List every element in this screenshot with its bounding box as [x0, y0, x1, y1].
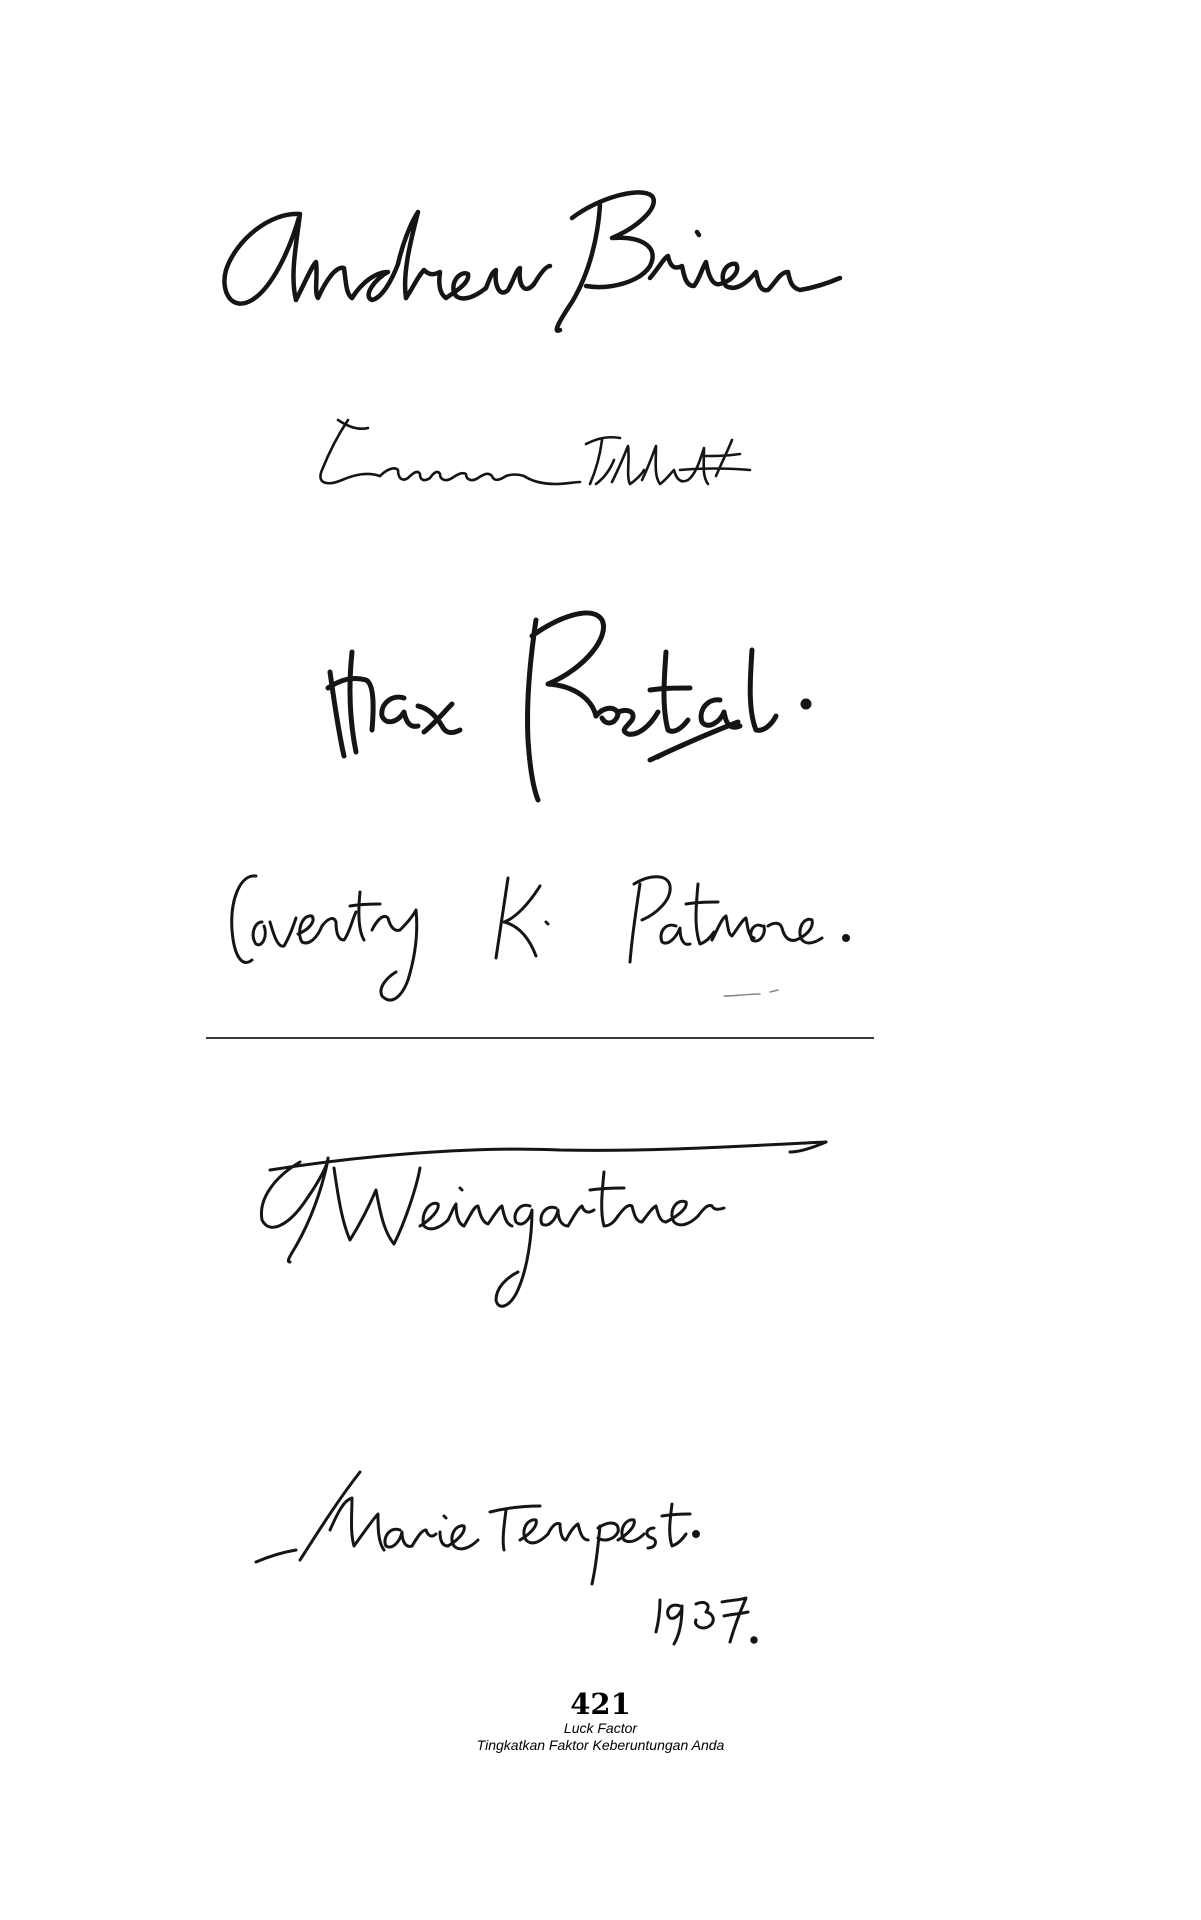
book-subtitle: Tingkatkan Faktor Keberuntungan Anda — [476, 1737, 725, 1753]
page-footer — [0, 1688, 1201, 1754]
book-title: Luck Factor — [563, 1720, 638, 1736]
divider-line — [206, 1037, 874, 1039]
page-number: 421 — [570, 1687, 631, 1721]
